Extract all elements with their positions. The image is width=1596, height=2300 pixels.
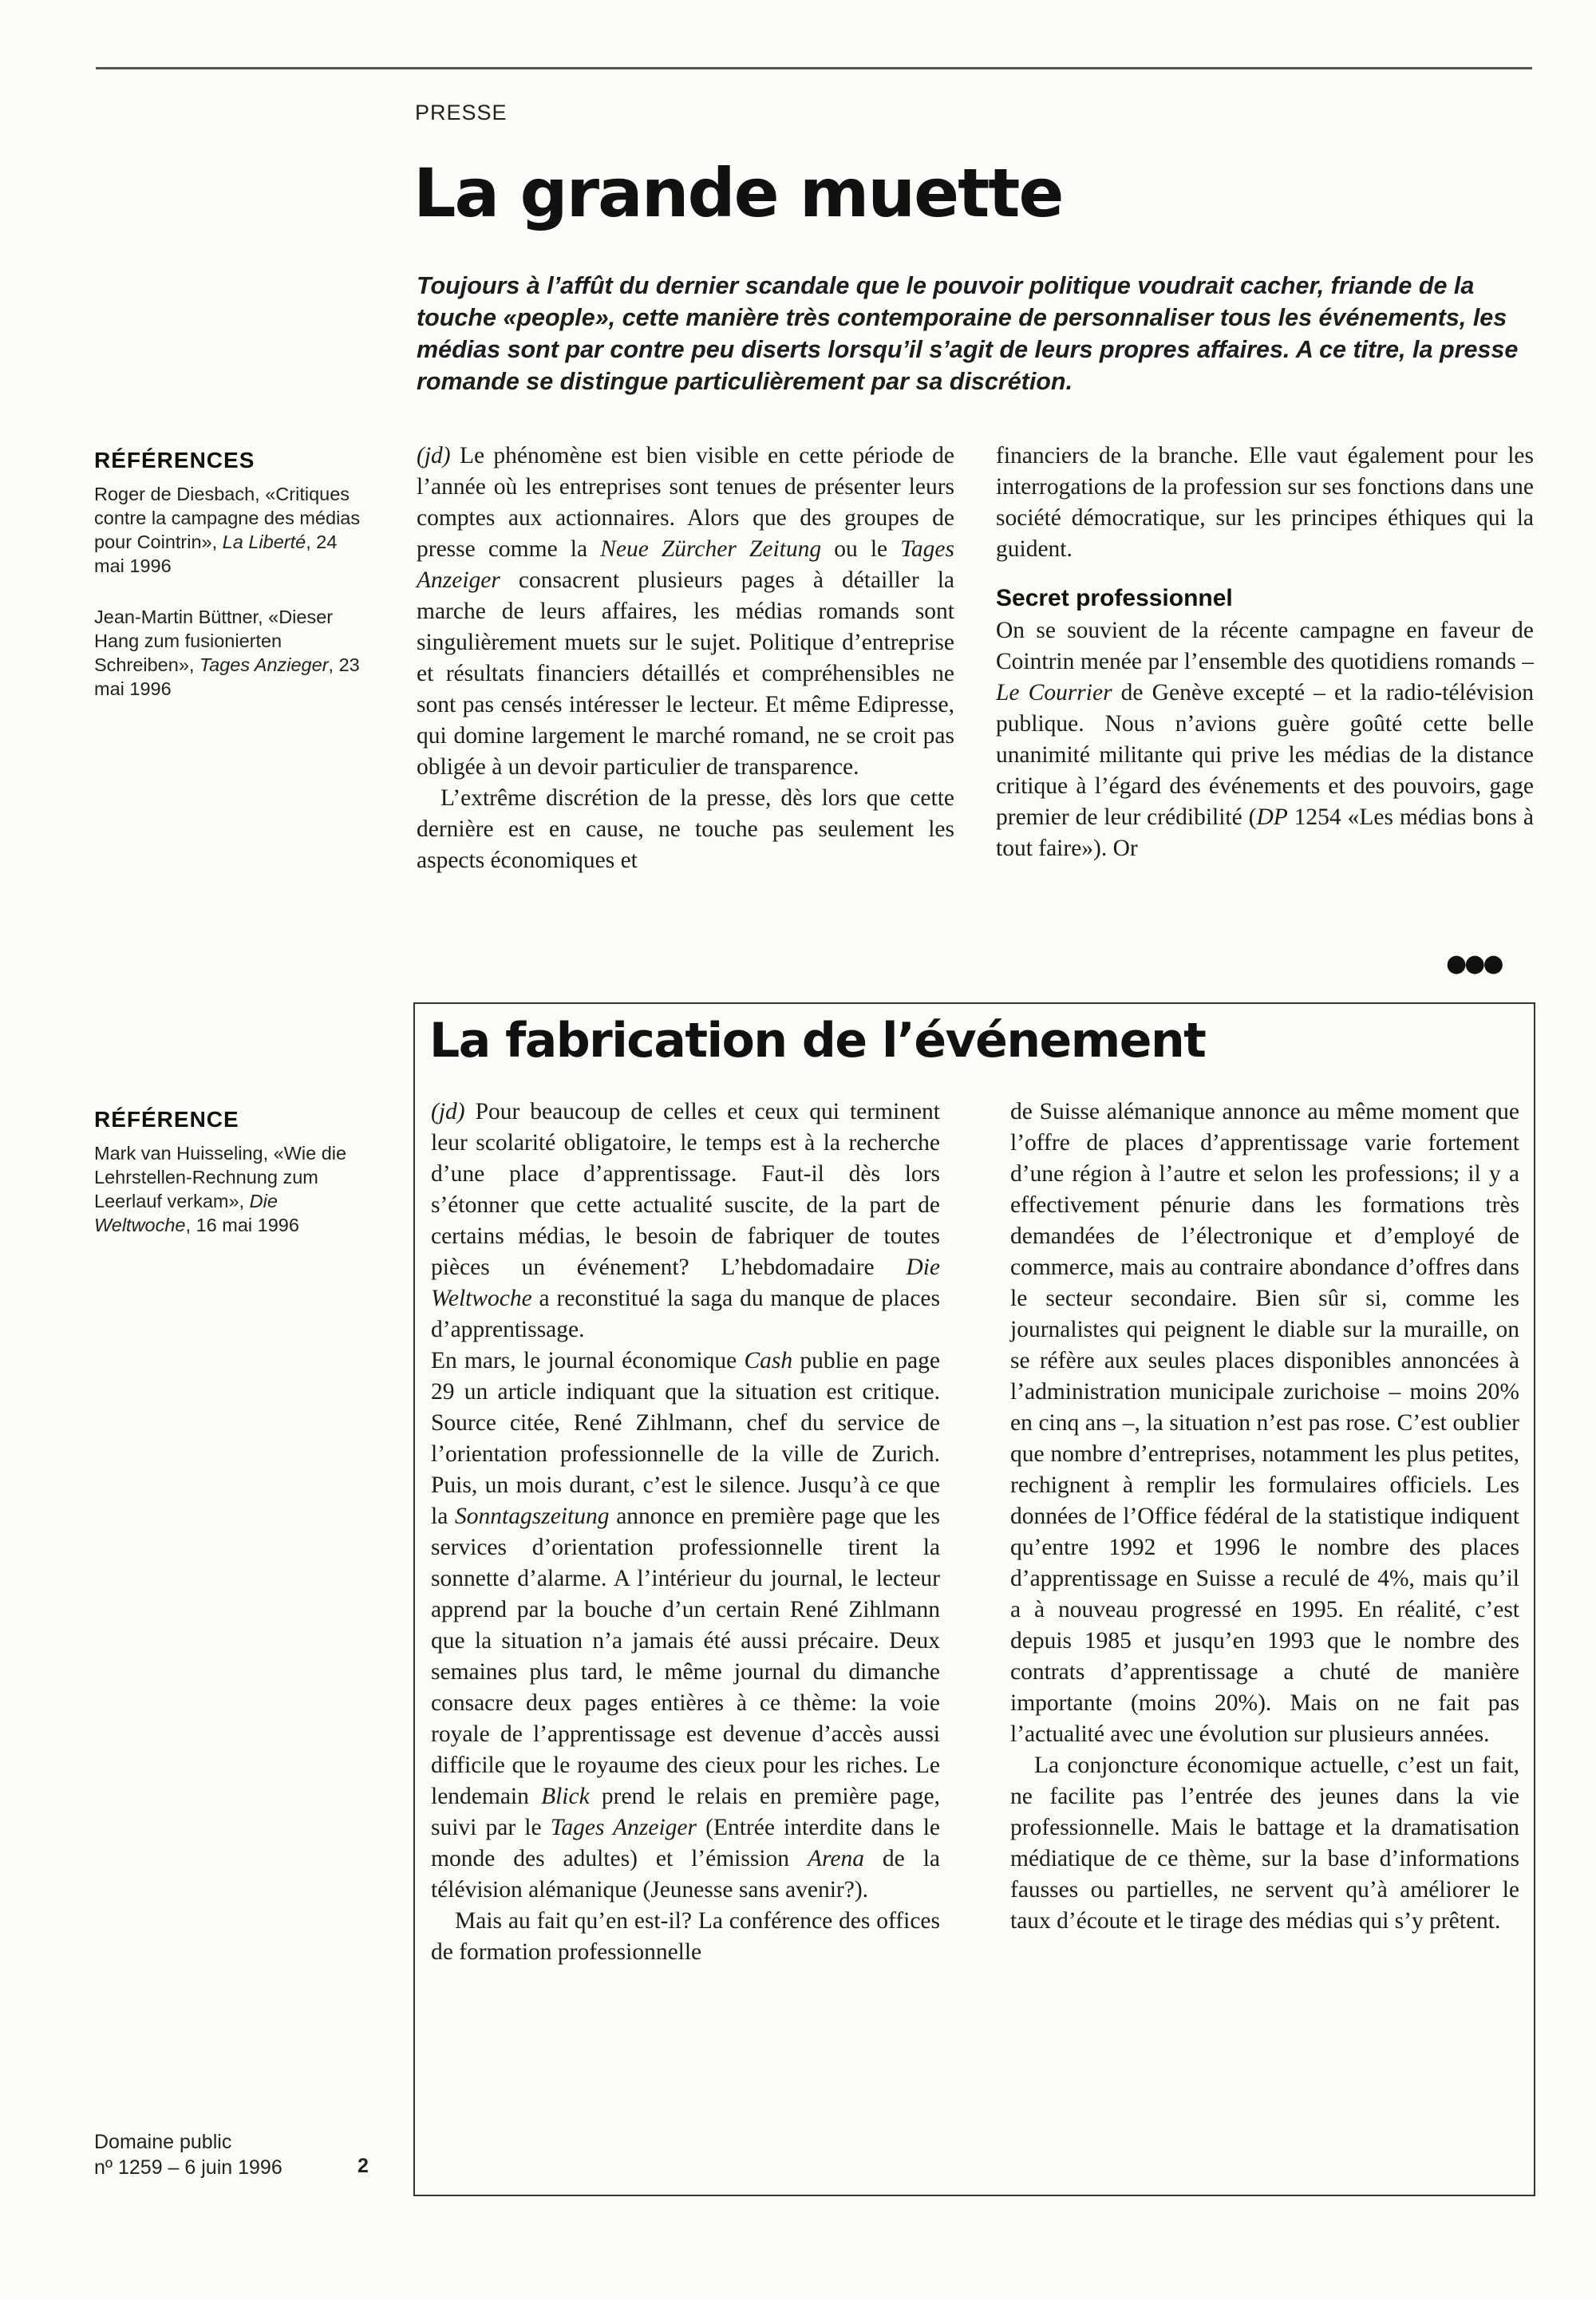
inset-paragraph: En mars, le journal économique Cash publie en page 29 un article indiquant que la situation est critique. Source citée, René Zihlmann, chef du service de l’orientation professionnelle de la ville de Zurich. Puis, un mois durant, c’est le silence. Jusqu’à ce que la Sonntagszeitung annonce en première page que les services d’orientation professionnelle tirent la sonnette d’alarme. A l’intérieur du journal, le lecteur apprend par la bouche d’un certain René Zihlmann que la situation n’a jamais été aussi précaire. Deux semaines plus tard, le même journal du dimanche consacre deux pages entières à ce thème: la voie royale de l’apprentissage est devenue d’accès aussi difficile que le royaume des cieux pour les riches. Le lendemain Blick prend le relais en première page, suivi par le Tages Anzeiger (Entrée interdite dans le monde des adultes) et l’émission Arena de la télévision alémanique (Jeunesse sans avenir?).: [431, 1348, 940, 1903]
section-label: PRESSE: [415, 101, 508, 124]
article-title: La grande muette: [413, 154, 1063, 232]
inset-paragraph: (jd) Pour beaucoup de celles et ceux qui terminent leur scolarité obligatoire, le temps est à la recherche d’une place d’apprentissage. Faut-il dès lors s’étonner que cette actualité suscite, de la part de certains médias, le besoin de fabriquer de toutes pièces un événement? L’hebdomadaire Die Weltwoche a reconstitué la saga du manque de places d’apprentissage.: [431, 1099, 940, 1342]
article-column-2: [996, 441, 1534, 864]
article-paragraph: financiers de la branche. Elle vaut également pour les interrogations de la profession sur ses fonctions dans une société démocratique, sur les principes éthiques qui la guident.: [996, 443, 1534, 562]
continuation-dots: ●●●: [1446, 950, 1502, 978]
reference-heading: RÉFÉRENCE: [94, 1107, 239, 1132]
inset-paragraph: La conjoncture économique actuelle, c’est un fait, ne facilite pas l’entrée des jeunes dans la vie professionnelle. Mais le battage et la dramatisation médiatique de ce thème, sur la base d’informations fausses ou partielles, ne servent qu’à améliorer le taux d’écoute et le tirage des médias qui s’y prêtent.: [1010, 1753, 1519, 1934]
article-paragraph: (jd) Le phénomène est bien visible en cette période de l’année où les entreprises sont tenues de présenter leurs comptes aux actionnaires. Alors que des groupes de presse comme la Neue Zürcher Zeitung ou le Tages Anzeiger consacrent plusieurs pages à détailler la marche de leurs affaires, les médias romands sont singulièrement muets sur le sujet. Politique d’entreprise et résultats financiers détaillés et compréhensibles ne sont pas censés intéresser le lecteur. Et même Edipresse, qui domine largement le marché romand, ne se croit pas obligée à un devoir particulier de transparence.: [417, 443, 955, 780]
subheading: Secret professionnel: [996, 585, 1233, 611]
references-sidebar: [94, 449, 365, 728]
article-column-1: [417, 441, 954, 876]
reference-item: Mark van Huisseling, «Wie die Lehrstellen-Rechnung zum Leerlauf verkam», Die Weltwoche, 16 mai 1996: [94, 1143, 347, 1235]
reference-sidebar: [94, 1108, 365, 1264]
reference-item: Jean-Martin Büttner, «Dieser Hang zum fusionierten Schreiben», Tages Anzieger, 23 mai 1996: [94, 607, 360, 699]
inset-column-2: [1010, 1097, 1519, 1937]
article-paragraph: L’extrême discrétion de la presse, dès lors que cette dernière est en cause, ne touche pas seulement les aspects économiques et: [417, 785, 954, 873]
reference-item: Roger de Diesbach, «Critiques contre la campagne des médias pour Cointrin», La Liberté, 24 mai 1996: [94, 484, 361, 576]
publication-footer: [94, 2129, 282, 2180]
inset-title: La fabrication de l’événement: [429, 1013, 1206, 1069]
issue-info: nº 1259 – 6 juin 1996: [94, 2156, 282, 2179]
page-number: 2: [358, 2155, 369, 2177]
inset-paragraph: de Suisse alémanique annonce au même moment que l’offre de places d’apprentissage varie fortement d’une région à l’autre et selon les professions; il y a effectivement pénurie dans les formations très demandées de l’électronique et d’employé de commerce, mais au contraire abondance d’offres dans le secteur secondaire. Bien sûr si, comme les journalistes qui peignent le diable sur la muraille, on se réfère aux seules places disponibles annoncées à l’administration municipale zurichoise – moins 20% en cinq ans –, la situation n’est pas rose. C’est oublier que nombre d’entreprises, notamment les plus petites, rechignent à remplir les formulaires officiels. Les données de l’Office fédéral de la statistique indiquent qu’entre 1992 et 1996 le nombre des places d’apprentissage en Suisse a reculé de 4%, mais qu’il a à nouveau progressé en 1995. En réalité, c’est depuis 1985 et jusqu’en 1993 que le nombre des contrats d’apprentissage a chuté de manière importante (moins 20%). Mais on ne fait pas l’actualité avec une évolution sur plusieurs années.: [1010, 1099, 1519, 1747]
inset-column-1: [431, 1097, 940, 1968]
article-lead: Toujours à l’affût du dernier scandale que le pouvoir politique voudrait cacher, friande de la touche «people», cette manière très contemporaine de personnaliser tous les événements, les médias sont par contre peu diserts lorsqu’il s’agit de leurs propres affaires. A ce titre, la presse romande se distingue particulièrement par sa discrétion.: [417, 272, 1519, 395]
article-paragraph: On se souvient de la récente campagne en faveur de Cointrin menée par l’ensemble des quotidiens romands – Le Courrier de Genève excepté – et la radio-télévision publique. Nous n’avions guère goûté cette belle unanimité militante qui prive les médias de la distance critique à l’égard des événements et des pouvoirs, gage premier de leur crédibilité (DP 1254 «Les médias bons à tout faire»). Or: [996, 618, 1535, 861]
references-heading: RÉFÉRENCES: [94, 448, 255, 472]
publication-name: Domaine public: [94, 2131, 232, 2153]
top-rule: [96, 67, 1532, 69]
inset-paragraph: Mais au fait qu’en est-il? La conférence des offices de formation professionnelle: [431, 1908, 940, 1965]
